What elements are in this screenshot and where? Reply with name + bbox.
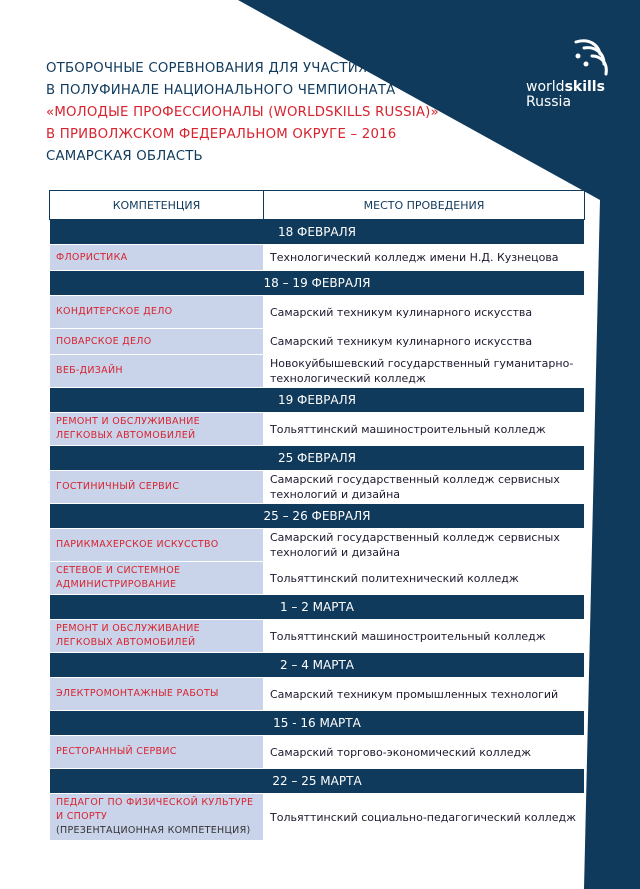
- competence-name: РЕМОНТ И ОБСЛУЖИВАНИЕ ЛЕГКОВЫХ АВТОМОБИЛЕЙ: [50, 620, 264, 653]
- venue-name: Самарский торгово-экономический колледж: [264, 736, 585, 769]
- competence-name: ПЕДАГОГ ПО ФИЗИЧЕСКОЙ КУЛЬТУРЕ И СПОРТУ: [56, 797, 254, 822]
- table-row: [50, 678, 585, 711]
- competence-cell: [50, 794, 264, 841]
- table-row: [50, 620, 585, 653]
- date-row: [50, 711, 585, 736]
- competence-name: ПОВАРСКОЕ ДЕЛО: [50, 329, 264, 355]
- table-row: [50, 562, 585, 595]
- date-label: 18 – 19 ФЕВРАЛЯ: [50, 271, 585, 296]
- worldskills-emblem-icon: [570, 36, 614, 78]
- table-row: [50, 413, 585, 446]
- competence-note: (ПРЕЗЕНТАЦИОННАЯ КОМПЕТЕНЦИЯ): [56, 825, 251, 836]
- date-row: [50, 595, 585, 620]
- date-label: 25 ФЕВРАЛЯ: [50, 446, 585, 471]
- date-row: [50, 388, 585, 413]
- date-row: [50, 504, 585, 529]
- title-line-5: САМАРСКАЯ ОБЛАСТЬ: [46, 149, 203, 164]
- table-row: [50, 329, 585, 355]
- competence-name: ПАРИКМАХЕРСКОЕ ИСКУССТВО: [50, 529, 264, 562]
- title-line-1: ОТБОРОЧНЫЕ СОРЕВНОВАНИЯ ДЛЯ УЧАСТИЯ: [46, 61, 368, 76]
- date-row: [50, 653, 585, 678]
- venue-name: Новокуйбышевский государственный гуманитарно-технологический колледж: [264, 355, 585, 388]
- header-competence: КОМПЕТЕНЦИЯ: [50, 191, 264, 220]
- table-row: [50, 794, 585, 841]
- schedule-table: [49, 190, 585, 841]
- logo-word-russia: Russia: [526, 94, 572, 110]
- worldskills-logo: [522, 36, 614, 116]
- logo-word-skills: skills: [564, 79, 605, 95]
- table-row: [50, 529, 585, 562]
- date-label: 18 ФЕВРАЛЯ: [50, 220, 585, 245]
- date-label: 22 – 25 МАРТА: [50, 769, 585, 794]
- header-place: МЕСТО ПРОВЕДЕНИЯ: [264, 191, 585, 220]
- competence-name: РЕМОНТ И ОБСЛУЖИВАНИЕ ЛЕГКОВЫХ АВТОМОБИЛЕЙ: [50, 413, 264, 446]
- date-row: [50, 220, 585, 245]
- logo-word-world: world: [526, 79, 565, 95]
- date-label: 15 - 16 МАРТА: [50, 711, 585, 736]
- competence-name: РЕСТОРАННЫЙ СЕРВИС: [50, 736, 264, 769]
- venue-name: Тольяттинский машиностроительный колледж: [264, 413, 585, 446]
- venue-name: Самарский техникум промышленных технологий: [264, 678, 585, 711]
- title-line-2: В ПОЛУФИНАЛЕ НАЦИОНАЛЬНОГО ЧЕМПИОНАТА: [46, 83, 396, 98]
- venue-name: Тольяттинский политехнический колледж: [264, 562, 585, 595]
- venue-name: Самарский техникум кулинарного искусства: [264, 296, 585, 329]
- table-row: [50, 355, 585, 388]
- venue-name: Технологический колледж имени Н.Д. Кузнецова: [264, 245, 585, 271]
- venue-name: Тольяттинский социально-педагогический колледж: [264, 794, 585, 841]
- date-label: 25 – 26 ФЕВРАЛЯ: [50, 504, 585, 529]
- table-row: [50, 471, 585, 504]
- competence-name: ФЛОРИСТИКА: [50, 245, 264, 271]
- competence-name: ГОСТИНИЧНЫЙ СЕРВИС: [50, 471, 264, 504]
- date-row: [50, 446, 585, 471]
- table-row: [50, 296, 585, 329]
- competence-name: ЭЛЕКТРОМОНТАЖНЫЕ РАБОТЫ: [50, 678, 264, 711]
- date-row: [50, 271, 585, 296]
- table-row: [50, 245, 585, 271]
- title-line-3: «МОЛОДЫЕ ПРОФЕССИОНАЛЫ (WORLDSKILLS RUSSIA)»: [46, 105, 439, 120]
- date-label: 1 – 2 МАРТА: [50, 595, 585, 620]
- competence-name: КОНДИТЕРСКОЕ ДЕЛО: [50, 296, 264, 329]
- venue-name: Самарский государственный колледж сервисных технологий и дизайна: [264, 471, 585, 504]
- table-row: [50, 736, 585, 769]
- competence-name: СЕТЕВОЕ И СИСТЕМНОЕ АДМИНИСТРИРОВАНИЕ: [50, 562, 264, 595]
- title-line-4: В ПРИВОЛЖСКОМ ФЕДЕРАЛЬНОМ ОКРУГЕ – 2016: [46, 127, 397, 142]
- competence-name: ВЕБ-ДИЗАЙН: [50, 355, 264, 388]
- venue-name: Самарский государственный колледж сервисных технологий и дизайна: [264, 529, 585, 562]
- date-row: [50, 769, 585, 794]
- date-label: 2 – 4 МАРТА: [50, 653, 585, 678]
- date-label: 19 ФЕВРАЛЯ: [50, 388, 585, 413]
- venue-name: Самарский техникум кулинарного искусства: [264, 329, 585, 355]
- page-title: [46, 58, 466, 168]
- table-header-row: [50, 191, 585, 220]
- venue-name: Тольяттинский машиностроительный колледж: [264, 620, 585, 653]
